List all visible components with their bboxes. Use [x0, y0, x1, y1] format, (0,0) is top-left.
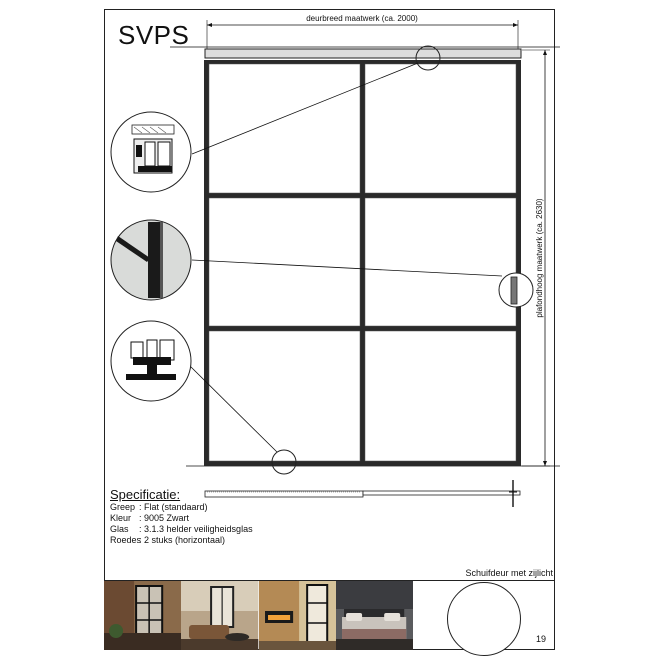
- interior-photo-hallway: [181, 581, 258, 650]
- spec-value: : Flat (standaard): [139, 502, 208, 512]
- spec-key: Greep: [110, 502, 136, 512]
- top-rail: [205, 49, 521, 58]
- spec-key: Glas: [110, 524, 129, 534]
- spec-key: Kleur: [110, 513, 132, 523]
- spec-row: [110, 502, 253, 513]
- spec-value: : 9005 Zwart: [139, 513, 190, 523]
- spec-value: : 2 stuks (horizontaal): [139, 535, 226, 545]
- spec-row: [110, 513, 253, 524]
- glass-pane: [365, 64, 516, 193]
- page-number: 19: [535, 634, 546, 644]
- left-panel: [209, 64, 360, 461]
- spec-key: Roedes: [110, 535, 142, 545]
- bottom-guide-profile-detail: [111, 321, 191, 401]
- interior-photo-bedroom: [336, 581, 413, 650]
- handle-photo-detail: [111, 220, 191, 300]
- glass-pane: [365, 198, 516, 326]
- spec-value: : 3.1.3 helder veiligheidsglas: [139, 524, 253, 534]
- glass-pane: [365, 331, 516, 461]
- bottom-strip: [104, 580, 555, 650]
- width-dimension: [207, 14, 518, 50]
- page-title: SVPS: [118, 20, 190, 50]
- handle-icon: [511, 277, 517, 304]
- specification-heading: Specificatie:: [110, 487, 181, 502]
- product-caption: Schuifdeur met zijlicht: [465, 568, 553, 578]
- glass-pane: [209, 64, 360, 193]
- specification-block: [110, 489, 253, 546]
- rail-profile-detail: [111, 112, 191, 192]
- width-dimension-label: deurbreed maatwerk (ca. 2000): [306, 14, 418, 23]
- spec-row: [110, 535, 253, 546]
- photo-strip: [104, 581, 413, 650]
- glass-pane: [209, 331, 360, 461]
- height-dimension-label: plafondhoog maatwerk (ca. 2630): [535, 198, 544, 318]
- spec-row: [110, 524, 253, 535]
- right-panel: [365, 64, 516, 461]
- interior-photo-living-room: [104, 581, 181, 650]
- interior-photo-fireplace: [259, 581, 336, 650]
- height-dimension: [522, 50, 550, 466]
- product-preview-circle: [447, 582, 521, 656]
